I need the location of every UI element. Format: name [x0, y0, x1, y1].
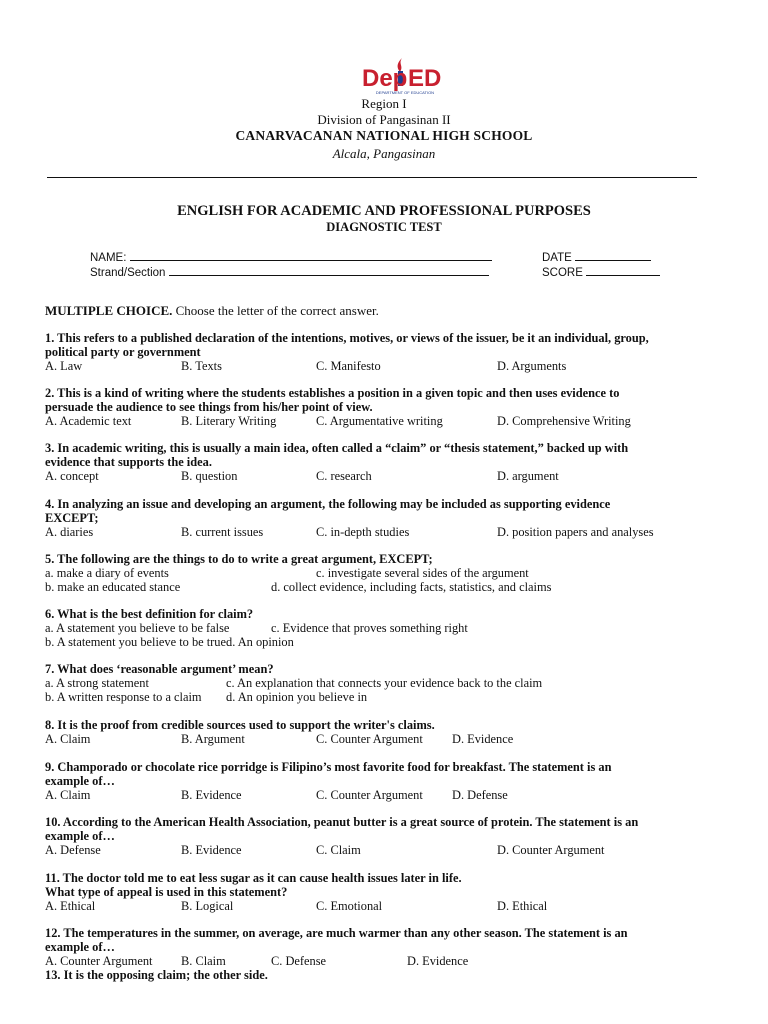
question-text: EXCEPT; — [45, 511, 99, 525]
region: Region I — [361, 96, 407, 111]
score-field[interactable] — [542, 265, 660, 279]
answer-choice[interactable]: B. Evidence — [181, 788, 242, 802]
answer-choice[interactable]: A. Ethical — [45, 899, 96, 913]
answer-choice[interactable]: B. Evidence — [181, 843, 242, 857]
deped-logo-mark — [0, 56, 768, 96]
answer-choice[interactable]: D. Evidence — [407, 954, 469, 968]
answer-choice[interactable]: d. collect evidence, including facts, statistics, and claims — [271, 580, 552, 594]
score-label: SCORE — [542, 267, 583, 279]
division: Division of Pangasinan II — [317, 112, 451, 127]
answer-choice[interactable]: b. make an educated stance — [45, 580, 181, 594]
question-text: persuade the audience to see things from his/her point of view. — [45, 400, 373, 414]
answer-choice[interactable]: C. research — [316, 469, 372, 483]
answer-choice[interactable]: C. Defense — [271, 954, 327, 968]
answer-choice[interactable]: A. Academic text — [45, 414, 132, 428]
question-text: 11. The doctor told me to eat less sugar as it can cause health issues later in life. — [45, 871, 462, 885]
answer-choice[interactable]: C. Claim — [316, 843, 361, 857]
question-text: political party or government — [45, 345, 201, 359]
answer-choice[interactable]: C. Emotional — [316, 899, 383, 913]
logo-wordmark-dep: Dep — [362, 65, 408, 92]
answer-choice[interactable]: D. Defense — [452, 788, 508, 802]
answer-choice[interactable]: B. current issues — [181, 525, 264, 539]
answer-choice[interactable]: c. Evidence that proves something right — [271, 621, 468, 635]
answer-choice[interactable]: B. Claim — [181, 954, 226, 968]
name-field[interactable] — [90, 250, 492, 264]
answer-choice[interactable]: C. Manifesto — [316, 359, 381, 373]
name-label: NAME: — [90, 252, 127, 264]
date-label: DATE — [542, 252, 572, 264]
answer-choice[interactable]: B. Argument — [181, 732, 245, 746]
instructions-heading: MULTIPLE CHOICE. — [45, 303, 173, 318]
answer-choice[interactable]: c. investigate several sides of the argument — [316, 566, 529, 580]
question-text: 4. In analyzing an issue and developing an argument, the following may be included as supporting evidence — [45, 497, 611, 511]
instructions-text: Choose the letter of the correct answer. — [172, 303, 379, 318]
answer-choice[interactable]: C. Counter Argument — [316, 732, 423, 746]
question-text: 7. What does ‘reasonable argument’ mean? — [45, 662, 274, 676]
answer-choice[interactable]: a. A statement you believe to be false — [45, 621, 230, 635]
answer-choice[interactable]: B. Texts — [181, 359, 222, 373]
answer-choice[interactable]: d. An opinion — [226, 635, 294, 649]
question-text: 3. In academic writing, this is usually a main idea, often called a “claim” or “thesis statement,” backed up with — [45, 441, 629, 455]
answer-choice[interactable]: A. Counter Argument — [45, 954, 153, 968]
answer-choice[interactable]: c. An explanation that connects your evidence back to the claim — [226, 676, 543, 690]
answer-choice[interactable]: A. concept — [45, 469, 99, 483]
question-text: 1. This refers to a published declaration of the intentions, motives, or views of the issuer, be it an individual, group, — [45, 331, 649, 345]
score-blank[interactable] — [586, 265, 660, 276]
question-text: 5. The following are the things to do to write a great argument, EXCEPT; — [45, 552, 433, 566]
question-text: 12. The temperatures in the summer, on average, are much warmer than any other season. The statement is an — [45, 926, 628, 940]
question-text: example of… — [45, 940, 115, 954]
instructions — [45, 303, 379, 319]
answer-choice[interactable]: d. An opinion you believe in — [226, 690, 368, 704]
answer-choice[interactable]: B. question — [181, 469, 238, 483]
strand-field[interactable] — [90, 265, 489, 279]
answer-choice[interactable]: D. argument — [497, 469, 559, 483]
question-text: 8. It is the proof from credible sources used to support the writer's claims. — [45, 718, 435, 732]
answer-choice[interactable]: A. Law — [45, 359, 83, 373]
answer-choice[interactable]: B. Literary Writing — [181, 414, 277, 428]
question-text: What type of appeal is used in this statement? — [45, 885, 288, 899]
answer-choice[interactable]: D. Comprehensive Writing — [497, 414, 631, 428]
question-text: 9. Champorado or chocolate rice porridge is Filipino’s most favorite food for breakfast. The statement is an — [45, 760, 612, 774]
answer-choice[interactable]: D. Arguments — [497, 359, 567, 373]
answer-choice[interactable]: D. Evidence — [452, 732, 514, 746]
answer-choice[interactable]: b. A written response to a claim — [45, 690, 202, 704]
answer-choice[interactable]: a. A strong statement — [45, 676, 149, 690]
question-text: example of… — [45, 829, 115, 843]
answer-choice[interactable]: b. A statement you believe to be true — [45, 635, 226, 649]
answer-choice[interactable]: A. Claim — [45, 788, 91, 802]
header-divider — [47, 177, 697, 178]
answer-choice[interactable]: A. Defense — [45, 843, 101, 857]
strand-label: Strand/Section — [90, 267, 166, 279]
logo-wordmark-ed: ED — [408, 65, 442, 92]
answer-choice[interactable]: C. in-depth studies — [316, 525, 410, 539]
answer-choice[interactable]: A. diaries — [45, 525, 94, 539]
test-subtitle: DIAGNOSTIC TEST — [326, 220, 442, 234]
question-text: 6. What is the best definition for claim? — [45, 607, 254, 621]
date-field[interactable] — [542, 250, 651, 264]
deped-logo — [0, 56, 768, 96]
question-text: evidence that supports the idea. — [45, 455, 212, 469]
strand-blank[interactable] — [169, 265, 489, 276]
answer-choice[interactable]: C. Counter Argument — [316, 788, 423, 802]
answer-choice[interactable]: A. Claim — [45, 732, 91, 746]
answer-choice[interactable]: D. Ethical — [497, 899, 548, 913]
answer-choice[interactable]: D. Counter Argument — [497, 843, 605, 857]
test-title: ENGLISH FOR ACADEMIC AND PROFESSIONAL PURPOSES — [177, 203, 591, 219]
answer-choice[interactable]: B. Logical — [181, 899, 234, 913]
answer-choice[interactable]: a. make a diary of events — [45, 566, 169, 580]
logo-subtext: DEPARTMENT OF EDUCATION — [375, 90, 435, 95]
school-name: CANARVACANAN NATIONAL HIGH SCHOOL — [235, 128, 533, 143]
question-text: example of… — [45, 774, 115, 788]
school-location: Alcala, Pangasinan — [332, 146, 436, 161]
question-text: 13. It is the opposing claim; the other side. — [45, 968, 268, 982]
date-blank[interactable] — [575, 250, 651, 261]
question-text: 10. According to the American Health Association, peanut butter is a great source of protein. The statement is an — [45, 815, 639, 829]
question-text: 2. This is a kind of writing where the students establishes a position in a given topic and then uses evidence to — [45, 386, 620, 400]
name-blank[interactable] — [130, 250, 492, 261]
answer-choice[interactable]: D. position papers and analyses — [497, 525, 654, 539]
answer-choice[interactable]: C. Argumentative writing — [316, 414, 443, 428]
